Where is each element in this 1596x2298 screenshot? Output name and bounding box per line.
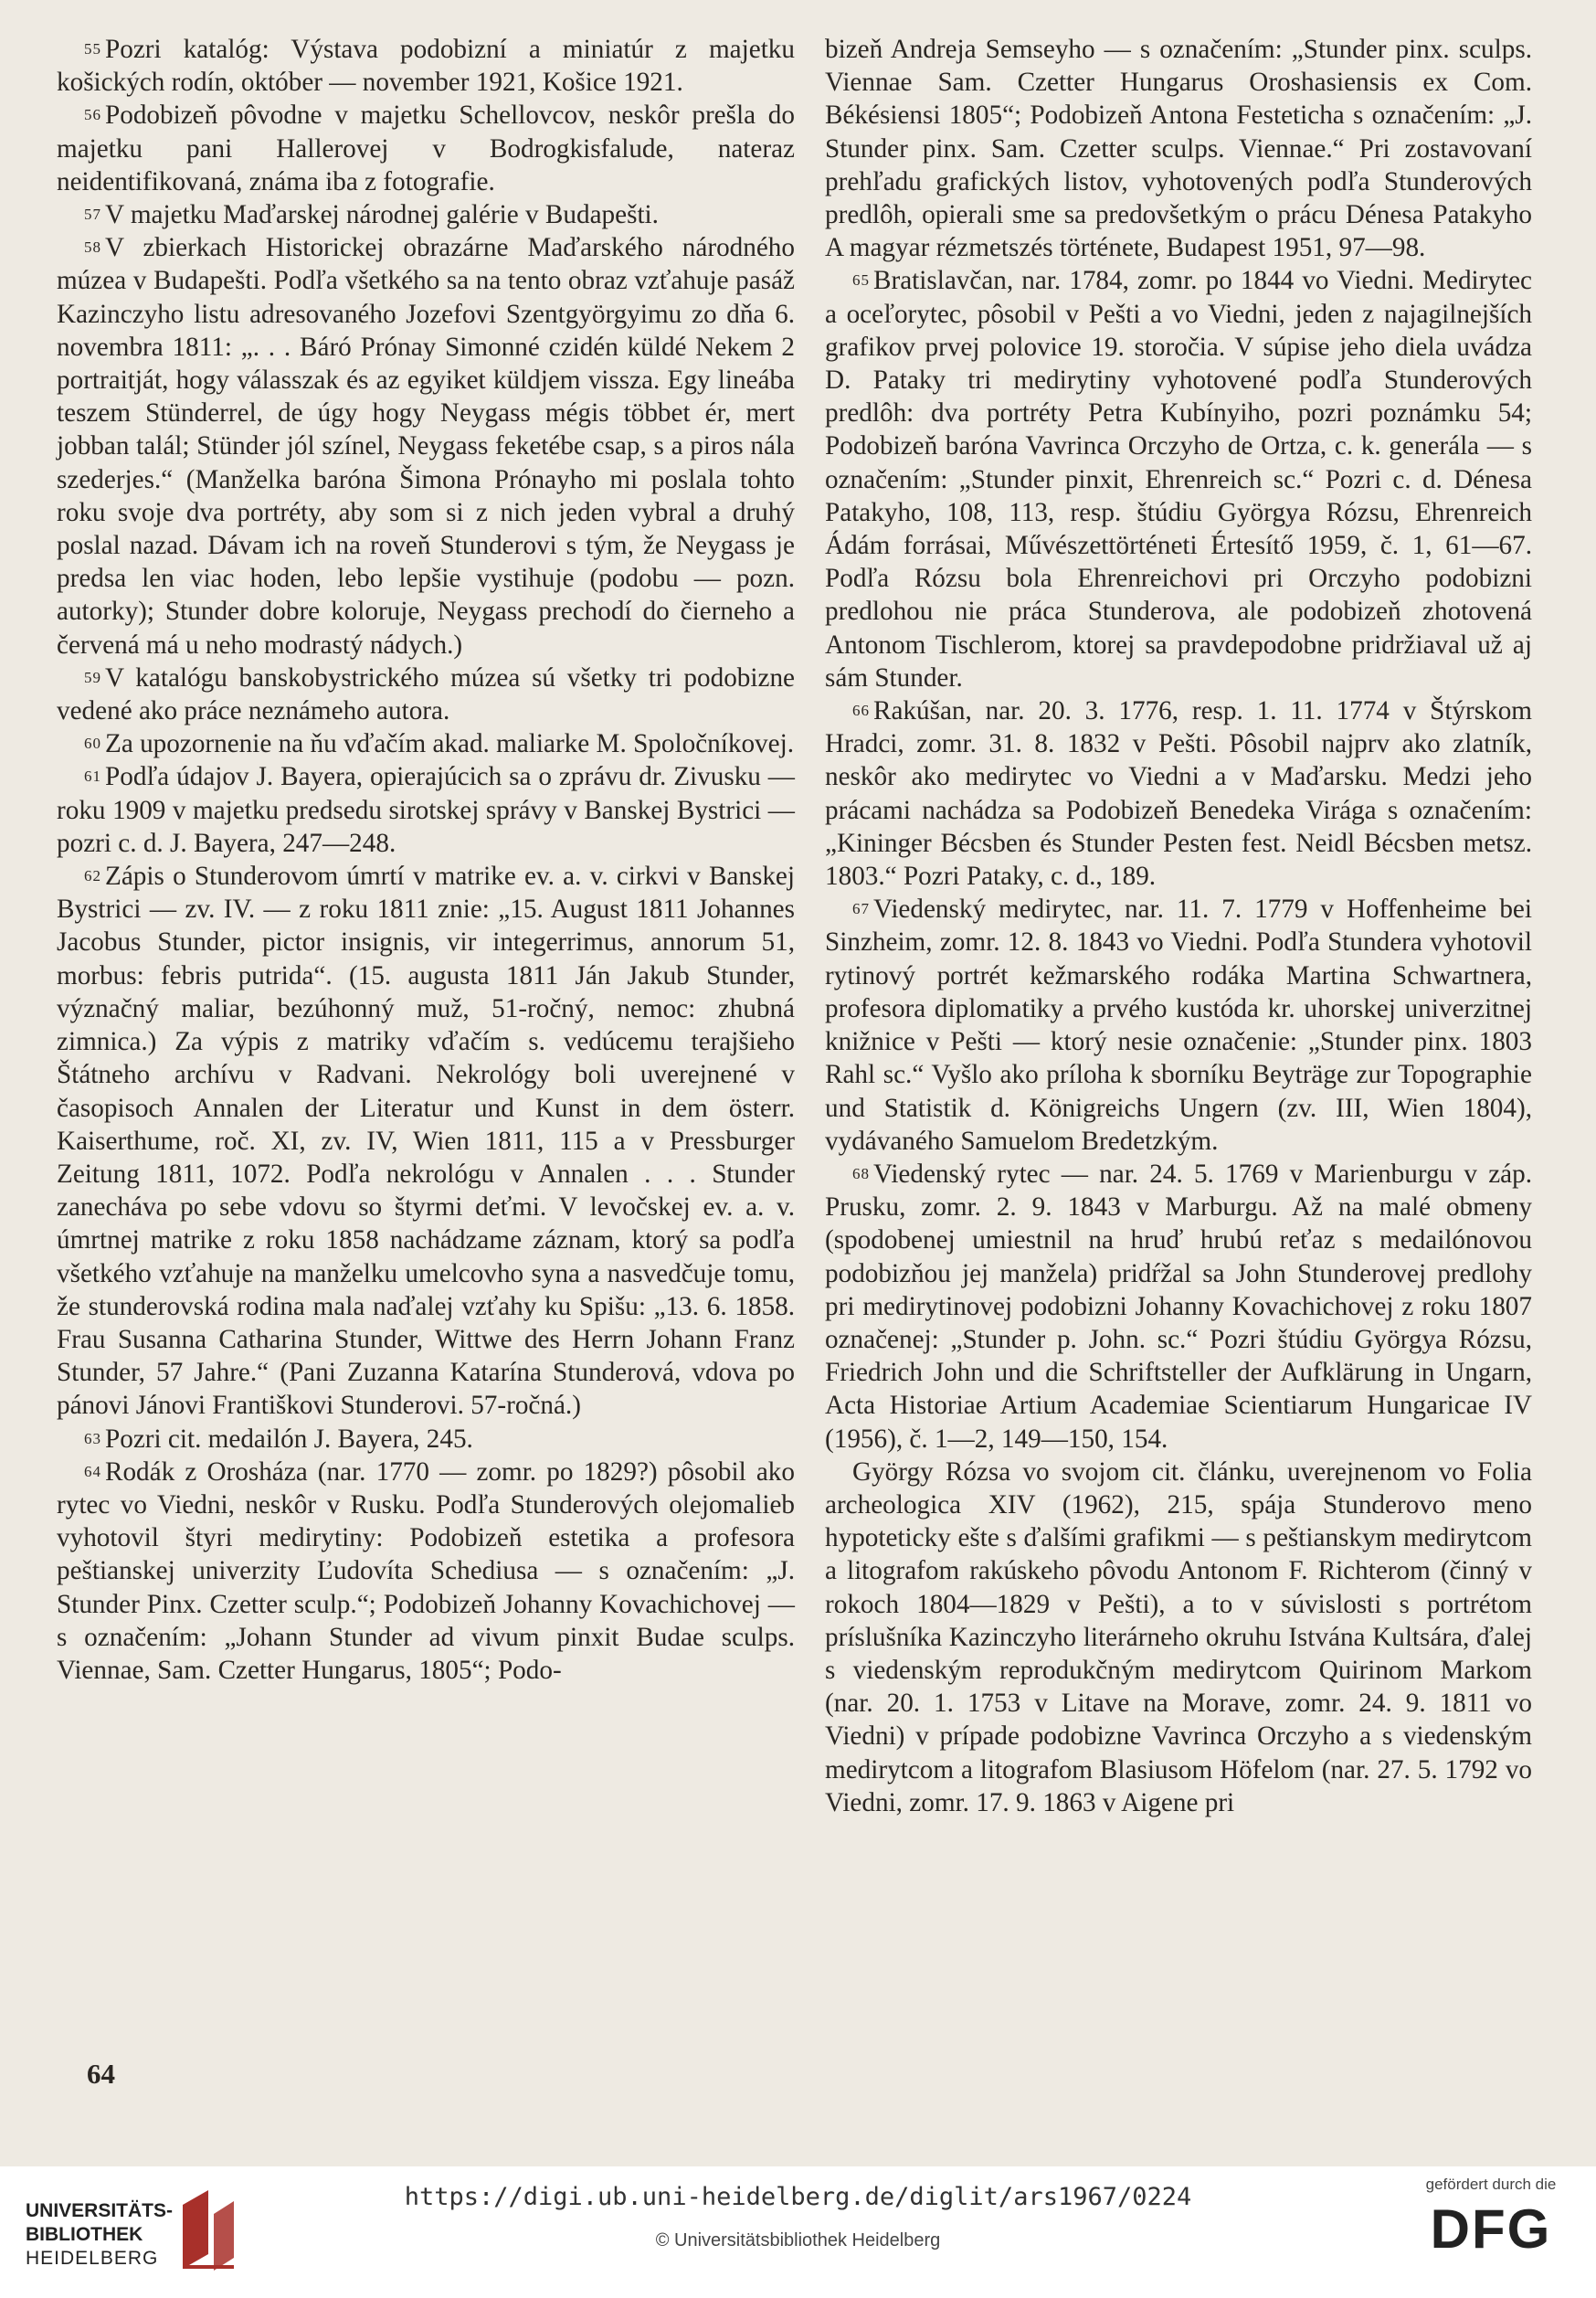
footnote-number: 66	[852, 702, 870, 720]
library-name-line2: BIBLIOTHEK	[26, 2224, 143, 2245]
footnote-text: V majetku Maďarskej národnej galérie v Budapešti.	[105, 200, 659, 230]
footnote-number: 67	[852, 900, 870, 918]
dfg-wordmark: DFG	[1430, 2198, 1552, 2260]
footnote	[57, 662, 795, 727]
footnote-text: Zápis o Stunderovom úmrtí v matrike ev. a. v. cirkvi v Banskej Bystrici — zv. IV. — z roku 1811 znie: „15. August 1811 Johannes Jacobus Stunder, pictor insignis, vir integerrimus, annorum 51, morbus: febris putrida“. (15. augusta 1811 Ján Jakub Stunder, význačný maliar, bezúhonný muž, 51-ročný, nemoc: zhubná zimnica.) Za výpis z matriky vďačím s. vedúcemu terajšieho Štátneho archívu v Radvani. Nekrológy boli uverejnené v časopisoch Annalen der Literatur und Kunst in dem österr. Kaiserthume, roč. XI, zv. IV, Wien 1811, 115 a v Pressburger Zeitung 1811, 1072. Podľa nekrológu v Annalen . . . Stunder zanecháva po sebe vdovu so štyrmi deťmi. V levočskej ev. a. v. úmrtnej matrike z roku 1858 nachádzame záznam, ktorý sa podľa všetkého vzťahuje na manželku umelcovho syna a nasvedčuje tomu, že stunderovská rodina mala naďalej vzťahy ku Spišu: „13. 6. 1858. Frau Susanna Catharina Stunder, Wittwe des Herrn Johann Franz Stunder, 57 Jahre.“ (Pani Zuzanna Katarína Stunderová, vdova po pánovi Jánovi Františkovi Stunderovi. 57-ročná.)	[57, 862, 795, 1421]
footnote-number: 56	[84, 106, 101, 124]
footnote-text: V katalógu banskobystrického múzea sú všetky tri podobizne vedené ako práce neznámeho autora.	[57, 662, 795, 726]
footnote-number: 64	[84, 1462, 101, 1480]
footnote	[57, 198, 795, 231]
footnote-number: 58	[84, 238, 101, 257]
footnote-text: György Rózsa vo svojom cit. článku, uverejnenom vo Folia archeologica XIV (1962), 215, spája Stunderovo meno hypoteticky ešte s ďalšími grafikmi — s peštianskym medirytcom a litografom rakúskeho pôvodu Antonom F. Richterom (činný v rokoch 1804—1829 v Pešti), a to v súvislosti s portrétom príslušníka Kazinczyho literárneho okruhu Istvána Kultsára, ďalej s viedenským reprodukčným medirytcom Quirinom Markom (nar. 20. 1. 1753 v Litave na Morave, zomr. 24. 9. 1811 vo Viedni) v prípade podobizne Vavrinca Orczyho a s viedenským medirytcom a litografom Blasiusom Höfelom (nar. 27. 5. 1792 vo Viedni, zomr. 17. 9. 1863 v Aigene pri	[825, 1456, 1532, 1817]
footnote	[57, 231, 795, 662]
left-column	[57, 33, 795, 1687]
page-number: 64	[87, 2058, 115, 2090]
copyright-text: © Universitätsbibliothek Heidelberg	[655, 2230, 941, 2250]
sponsor-label: gefördert durch die	[1425, 2176, 1557, 2193]
footnote	[57, 860, 795, 1422]
footnote-number: 55	[84, 40, 101, 58]
footnote-text: Viedenský rytec — nar. 24. 5. 1769 v Marienburgu v záp. Prusku, zomr. 2. 9. 1843 v Marburgu. Až na malé obmeny (spodobenej umiestnil na hruď hrubú reťaz s medailónovou podobizňou jej manžela) pridŕžal sa John Stunderovej predlohy pri medirytinovej podobizni Johanny Kovachichovej z roku 1807 označenej: „Stunder p. John. sc.“ Pozri štúdiu Györgya Rózsu, Friedrich John und die Schriftsteller der Aufklärung in Ungarn, Acta Historiae Artium Academiae Scientiarum Hungaricae IV (1956), č. 1—2, 149—150, 154.	[825, 1159, 1532, 1454]
right-column	[825, 33, 1532, 1819]
source-url-link[interactable]: https://digi.ub.uni-heidelberg.de/diglit/ars1967/0224	[404, 2183, 1192, 2211]
footnote	[57, 99, 795, 198]
footnote	[57, 1456, 795, 1687]
footnote-text: Za upozornenie na ňu vďačím akad. maliarke M. Spoločníkovej.	[105, 729, 795, 759]
library-name-line3: HEIDELBERG	[26, 2248, 159, 2269]
footnote-number: 62	[84, 867, 101, 885]
footnote-text: Rakúšan, nar. 20. 3. 1776, resp. 1. 11. 1774 v Štýrskom Hradci, zomr. 31. 8. 1832 v Pešti. Pôsobil najprv ako zlatník, neskôr ako medirytec vo Viedni a v Maďarsku. Medzi jeho prácami nachádza sa Podobizeň Benedeka Virága s označením: „Kininger Bécsben és Stunder Pesten fest. Neidl Bécsben metsz. 1803.“ Pozri Pataky, c. d., 189.	[825, 696, 1532, 892]
footnote-text: Pozri cit. medailón J. Bayera, 245.	[105, 1424, 473, 1454]
footnote-text: Podobizeň pôvodne v majetku Schellovcov, neskôr prešla do majetku pani Hallerovej v Bodrogkisfalude, nateraz neidentifikovaná, známa iba z fotografie.	[57, 101, 795, 196]
footnote	[825, 694, 1532, 893]
footnote-text: Viedenský medirytec, nar. 11. 7. 1779 v Hoffenheime bei Sinzheim, zomr. 12. 8. 1843 vo Viedni. Podľa Stundera vyhotovil rytinový portrét kežmarského rodáka Martina Schwartnera, profesora diplomatiky a prvého kustóda kr. uhorskej univerzitnej knižnice v Pešti — ktorý nesie označenie: „Stunder pinx. 1803 Rahl sc.“ Vyšlo ako príloha k sborníku Beyträge zur Topographie und Statistik d. Königreichs Ungern (zv. III, Wien 1804), vydávaného Samuelom Bredetzkým.	[825, 895, 1532, 1156]
footnote-number: 68	[852, 1164, 870, 1182]
footnote-number: 57	[84, 206, 101, 224]
footnote-text: Pozri katalóg: Výstava podobizní a miniatúr z majetku košických rodín, október — november 1921, Košice 1921.	[57, 35, 795, 98]
footnote	[57, 1423, 795, 1456]
footnote-text: V zbierkach Historickej obrazárne Maďarského národného múzea v Budapešti. Podľa všetkého sa na tento obraz vzťahuje pasáž Kazinczyho listu adresovaného Jozefovi Szentgyörgyimu zo dňa 6. novembra 1811: „. . . Báró Prónay Simonné czidén küldé Nekem 2 portraitját, hogy válasszak és az egyiket küldjem vissza. Egy lineába teszem Stünderrel, de úgy hogy Neygass mégis többet ér, mert jobban talál; Stünder jól színel, Neygass feketébe csap, s a piros nála szederjes.“ (Manželka baróna Šimona Prónayho mi poslala tohto roku svoje dva portréty, aby som si z nich jeden vybral a druhý poslal nazad. Dávam ich na roveň Stunderovi s tým, že Neygass je predsa len viac hoden, lebo lepšie vystihuje (podobu — pozn. autorky); Stunder dobre koloruje, Neygass prechodí do čierneho a červená má u neho modrastý nádych.)	[57, 233, 795, 660]
dfg-logo[interactable]	[1413, 2176, 1569, 2285]
footnote	[825, 1158, 1532, 1456]
footer-bar	[0, 2176, 1596, 2298]
footnote-text: Podľa údajov J. Bayera, opierajúcich sa o zprávu dr. Zivusku — roku 1909 v majetku predsedu sirotskej správy v Banskej Bystrici — pozri c. d. J. Bayera, 247—248.	[57, 762, 795, 858]
footnote	[825, 1456, 1532, 1819]
footnote	[57, 33, 795, 99]
footnote-number: 63	[84, 1429, 101, 1447]
footnote-text: bizeň Andreja Semseyho — s označením: „Stunder pinx. sculps. Viennae Sam. Czetter Hungarus Oroshasiensis ex Com. Békésiensi 1805“; Podobizeň Antona Festeticha s označením: „J. Stunder pinx. Sam. Czetter sculps. Viennae.“ Pri zostavovaní prehľadu grafických listov, vyhotovených podľa Stunderových predlôh, opierali sme sa predovšetkým o prácu Dénesa Patakyho A magyar rézmetszés története, Budapest 1951, 97—98.	[825, 35, 1532, 263]
footnote	[825, 893, 1532, 1158]
footnote-text: Bratislavčan, nar. 1784, zomr. po 1844 vo Viedni. Medirytec a oceľorytec, pôsobil v Pešti a vo Viedni, jeden z najagilnejších grafikov prvej polovice 19. storočia. V súpise jeho diela uvádza D. Pataky tri medirytiny vyhotovené podľa Stunderových predlôh: dva portréty Petra Kubínyiho, pozri poznámku 54; Podobizeň baróna Vavrinca Orczyho de Ortza, c. k. generála — s označením: „Stunder pinxit, Ehrenreich sc.“ Pozri c. d. Dénesa Patakyho, 108, 113, resp. štúdiu Györgya Rózsu, Ehrenreich Ádám forrásai, Művészettörténeti Értesítő 1959, č. 1, 61—67. Podľa Rózsu bola Ehrenreichovi pri Orczyho podobizni predlohou nie práca Stunderova, ale podobizeň zhotovená Antonom Tischlerom, ktorej sa pravdepodobne pridržiaval už aj sám Stunder.	[825, 266, 1532, 693]
footnote	[57, 727, 795, 760]
footnote-number: 60	[84, 735, 101, 753]
footnote-number: 61	[84, 768, 101, 786]
library-name-line1: UNIVERSITÄTS-	[26, 2200, 174, 2221]
footnote-number: 59	[84, 668, 101, 686]
footnote	[57, 760, 795, 860]
footnote-number: 65	[852, 271, 870, 290]
footnote	[825, 264, 1532, 694]
footnote-text: Rodák z Orosháza (nar. 1770 — zomr. po 1829?) pôsobil ako rytec vo Viedni, neskôr v Rusku. Podľa Stunderových olejomalieb vyhotovil štyri medirytiny: Podobizeň estetika a profesora peštianskej univerzity Ľudovíta Schediusa — s označením: „J. Stunder Pinx. Czetter sculp.“; Podobizeň Johanny Kovachichovej — s označením: „Johann Stunder ad vivum pinxit Budae sculps. Viennae, Sam. Czetter Hungarus, 1805“; Podo-	[57, 1456, 795, 1685]
footnote	[825, 33, 1532, 264]
